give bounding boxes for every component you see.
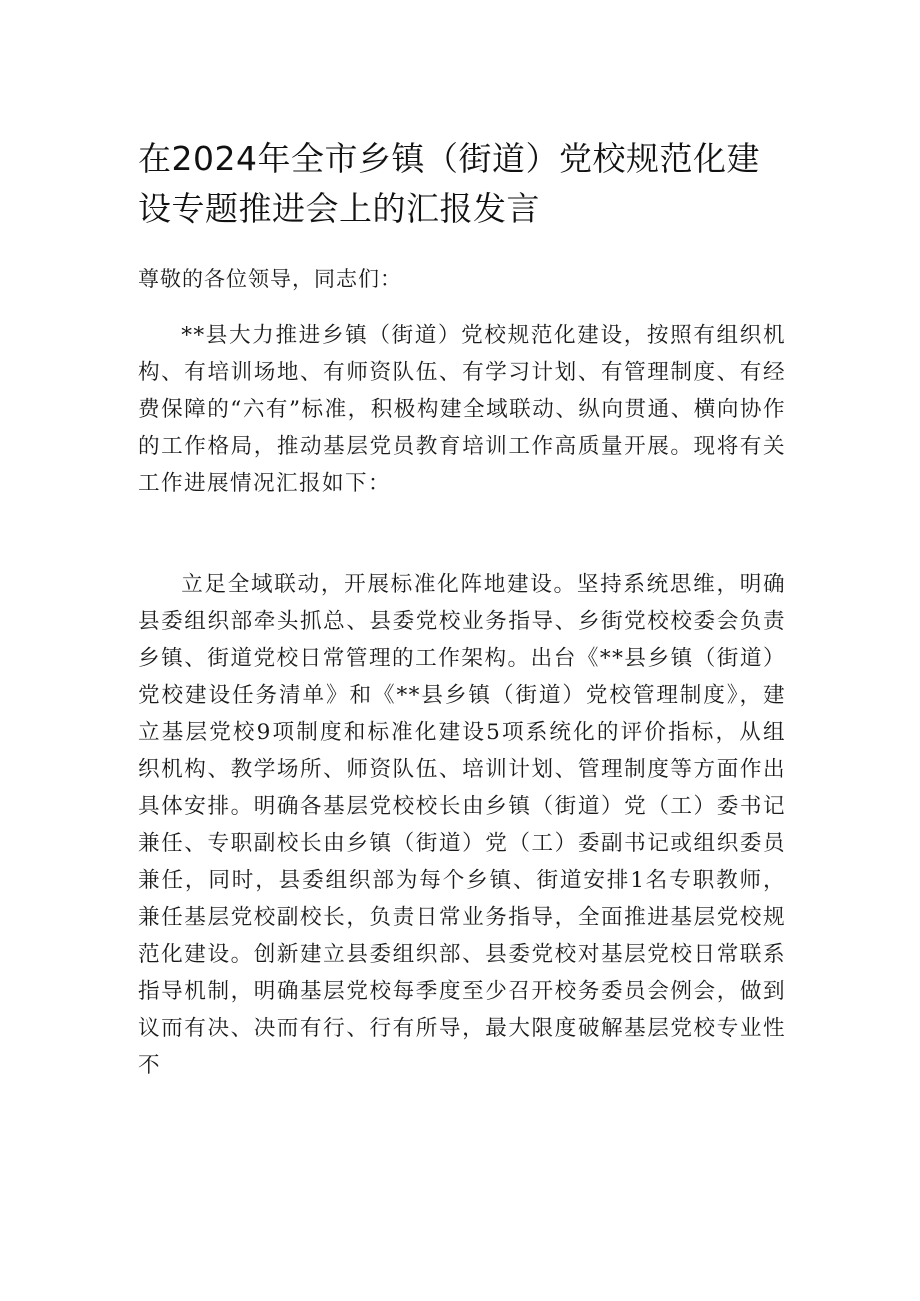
salutation: 尊敬的各位领导，同志们： (138, 267, 402, 291)
paragraph-section-1: 立足全域联动，开展标准化阵地建设。坚持系统思维，明确县委组织部牵头抓总、县委党校业务指导、乡街党校校委会负责乡镇、街道党校日常管理的工作架构。出台《**县乡镇（街道）党校建设任务清单》和《**县乡镇（街道）党校管理制度》，建立基层党校9项制度和标准化建设5项系统化的评价指标，从组织机构、教学场所、师资队伍、培训计划、管理制度等方面作出具体安排。明确各基层党校校长由乡镇（街道）党（工）委书记兼任、专职副校长由乡镇（街道）党（工）委副书记或组织委员兼任，同时，县委组织部为每个乡镇、街道安排1名专职教师，兼任基层党校副校长，负责日常业务指导，全面推进基层党校规范化建设。创新建立县委组织部、县委党校对基层党校日常联系指导机制，明确基层党校每季度至少召开校务委员会例会，做到议而有决、决而有行、行有所导，最大限度破解基层党校专业性不 (138, 572, 786, 1078)
paragraph-intro: **县大力推进乡镇（街道）党校规范化建设，按照有组织机构、有培训场地、有师资队伍、有学习计划、有管理制度、有经费保障的“六有”标准，积极构建全域联动、纵向贯通、横向协作的工作格局，推动基层党员教育培训工作高质量开展。现将有关工作进展情况汇报如下： (138, 323, 786, 496)
document-title: 在2024年全市乡镇（街道）党校规范化建设专题推进会上的汇报发言 (138, 139, 760, 228)
